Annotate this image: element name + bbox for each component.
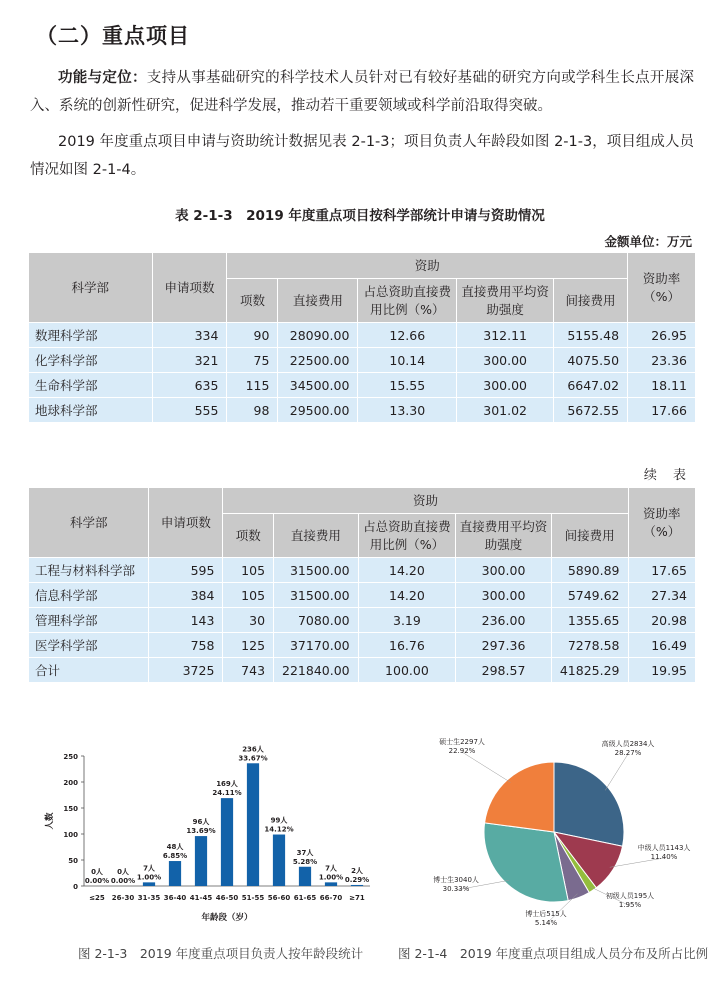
cell-indirect: 6647.02 [554,373,628,398]
intro-text: 支持从事基础研究的科学技术人员针对已有较好基础的研究方向或学科生长点开展深入、系统的创新性研究，促进科学发展，推动若干重要领域或科学前沿取得突破。 [30,70,695,114]
cell-direct: 22500.00 [278,348,358,373]
header-rate: 资助率（%） [628,253,696,323]
age-bar-chart [38,740,378,932]
header-count: 项数 [227,279,278,323]
x-axis-title: 年龄段（岁） [201,913,253,923]
cell-rate: 20.98 [628,608,695,633]
intro-lead: 功能与定位： [58,70,147,86]
bar-percent-label: 13.69% [186,827,216,836]
pie-percent-label: 11.40% [650,853,678,861]
cell-count: 115 [227,373,278,398]
x-tick-label: 26-30 [111,894,135,902]
bar [299,867,311,886]
cell-direct: 28090.00 [278,323,358,348]
bar-count-label: 7人 [325,864,337,873]
bar-count-label: 0人 [117,868,129,876]
header-direct: 直接费用 [274,514,359,558]
pie-percent-label: 28.27% [614,749,642,757]
pie-percent-label: 22.92% [448,747,476,755]
cell-avg: 312.11 [457,323,554,348]
bar-percent-label: 1.00% [136,873,162,882]
cell-applications: 635 [152,373,227,398]
cell-applications: 758 [149,633,223,658]
bar [195,836,207,886]
grant-table [28,252,696,423]
header-dept: 科学部 [29,488,149,558]
cell-count: 98 [227,398,278,423]
header-avg: 直接费用平均资助强度 [456,514,552,558]
x-tick-label: 66-70 [319,894,343,902]
cell-dept: 医学科学部 [29,633,149,658]
pie-label: 高级人员2834人 [601,740,655,748]
table-row [29,348,696,373]
leader-line [605,754,628,790]
x-tick-label: 61-65 [293,894,317,902]
cell-ratio: 14.20 [358,583,456,608]
table-caption: 表 2-1-3 2019 年度重点项目按科学部统计申请与资助情况 [175,208,545,224]
cell-applications: 3725 [149,658,223,683]
figure2-caption: 图 2-1-4 2019 年度重点项目组成人员分布及所占比例 [398,946,709,961]
table-row [29,323,696,348]
cell-indirect: 41825.29 [551,658,628,683]
cell-count: 743 [223,658,274,683]
x-tick-label: 31-35 [137,894,161,902]
table-row [29,398,696,423]
cell-avg: 300.00 [456,558,552,583]
bar-percent-label: 24.11% [212,789,242,798]
cell-rate: 17.66 [628,398,696,423]
cell-dept: 信息科学部 [29,583,149,608]
cell-avg: 300.00 [457,373,554,398]
bar [351,885,363,886]
bar-percent-label: 0.29% [344,875,370,884]
bar-percent-label: 14.12% [264,825,294,834]
header-ratio: 占总资助直接费用比例（%） [358,514,456,558]
intro-paragraph [30,64,694,120]
table-body [29,558,696,683]
table-body [29,323,696,423]
cell-avg: 298.57 [456,658,552,683]
cell-applications: 143 [149,608,223,633]
header-funded: 资助 [223,488,628,514]
x-tick-label: 51-55 [241,894,265,902]
staff-pie-chart [410,720,710,932]
x-tick-label: 46-50 [215,894,239,902]
table-row [29,583,696,608]
cell-ratio: 10.14 [358,348,457,373]
cell-dept: 合计 [29,658,149,683]
cell-rate: 18.11 [628,373,696,398]
cell-count: 90 [227,323,278,348]
y-tick-label: 50 [68,857,78,865]
cell-dept: 管理科学部 [29,608,149,633]
cell-indirect: 5890.89 [551,558,628,583]
pie-label: 博士后515人 [525,910,567,918]
bar-count-label: 99人 [270,816,288,825]
bar-count-label: 7人 [143,864,155,873]
bar [221,798,233,886]
bar [247,763,259,886]
pie-percent-label: 5.14% [534,919,558,927]
figure1-caption: 图 2-1-3 2019 年度重点项目负责人按年龄段统计 [78,946,364,961]
bar [325,882,337,886]
cell-direct: 37170.00 [274,633,359,658]
table-row [29,608,696,633]
amount-unit: 金额单位：万元 [604,234,692,249]
header-indirect: 间接费用 [551,514,628,558]
bar-percent-label: 0.00% [84,877,110,885]
bar-percent-label: 6.85% [162,852,188,861]
cell-avg: 236.00 [456,608,552,633]
table-row [29,373,696,398]
grant-table-continued [28,487,696,683]
cell-avg: 301.02 [457,398,554,423]
cell-applications: 334 [152,323,227,348]
x-tick-label: ≥71 [349,894,365,902]
pie-label: 博士生3040人 [433,876,479,884]
header-ratio: 占总资助直接费用比例（%） [358,279,457,323]
cell-rate: 17.65 [628,558,695,583]
bar-percent-label: 5.28% [292,857,318,866]
section-title: （二）重点项目 [36,24,190,48]
cell-ratio: 100.00 [358,658,456,683]
cell-count: 30 [223,608,274,633]
cell-direct: 29500.00 [278,398,358,423]
bar-percent-label: 0.00% [110,877,136,885]
bar-count-label: 169人 [216,780,238,789]
cell-dept: 化学科学部 [29,348,153,373]
header-direct: 直接费用 [278,279,358,323]
leader-line [462,752,510,782]
stats-paragraph: 2019 年度重点项目申请与资助统计数据见表 2-1-3；项目负责人年龄段如图 2-1-3，项目组成人员情况如图 2-1-4。 [30,134,694,178]
pie-label: 中级人员1143人 [637,844,691,852]
cell-ratio: 12.66 [358,323,457,348]
cell-avg: 297.36 [456,633,552,658]
cell-rate: 23.36 [628,348,696,373]
table-row [29,558,696,583]
pie-percent-label: 1.95% [618,901,642,909]
y-tick-label: 0 [73,883,78,891]
cell-rate: 26.95 [628,323,696,348]
cell-direct: 31500.00 [274,583,359,608]
cell-ratio: 14.20 [358,558,456,583]
bar [169,861,181,886]
x-tick-label: 41-45 [189,894,213,902]
table-row [29,633,696,658]
bar-percent-label: 1.00% [318,873,344,882]
cell-direct: 34500.00 [278,373,358,398]
x-tick-label: 36-40 [163,894,187,902]
y-tick-label: 250 [63,753,78,761]
cell-ratio: 3.19 [358,608,456,633]
cell-rate: 16.49 [628,633,695,658]
header-funded: 资助 [227,253,628,279]
cell-indirect: 1355.65 [551,608,628,633]
header-applications: 申请项数 [149,488,223,558]
bar-count-label: 0人 [91,868,103,876]
header-count: 项数 [223,514,274,558]
continued-label: 续 表 [643,468,692,483]
header-applications: 申请项数 [152,253,227,323]
header-avg: 直接费用平均资助强度 [457,279,554,323]
cell-ratio: 16.76 [358,633,456,658]
cell-rate: 19.95 [628,658,695,683]
cell-indirect: 4075.50 [554,348,628,373]
header-dept: 科学部 [29,253,153,323]
y-tick-label: 200 [63,779,78,787]
bar [143,882,155,886]
cell-count: 105 [223,583,274,608]
bar-percent-label: 33.67% [238,754,268,763]
cell-applications: 321 [152,348,227,373]
cell-dept: 数理科学部 [29,323,153,348]
y-axis-title: 人数 [45,812,55,830]
bar-count-label: 37人 [296,848,314,857]
x-tick-label: ≤25 [89,894,105,902]
bar-count-label: 2人 [351,866,363,875]
cell-applications: 595 [149,558,223,583]
cell-rate: 27.34 [628,583,695,608]
pie-label: 硕士生2297人 [439,738,485,746]
cell-direct: 31500.00 [274,558,359,583]
cell-indirect: 5155.48 [554,323,628,348]
pie-percent-label: 30.33% [442,885,470,893]
x-tick-label: 56-60 [267,894,291,902]
cell-indirect: 7278.58 [551,633,628,658]
bar-count-label: 96人 [192,818,210,827]
cell-dept: 地球科学部 [29,398,153,423]
cell-direct: 221840.00 [274,658,359,683]
cell-count: 75 [227,348,278,373]
cell-indirect: 5672.55 [554,398,628,423]
bar-count-label: 48人 [166,843,184,852]
cell-applications: 384 [149,583,223,608]
y-tick-label: 150 [63,805,78,813]
pie-slice [554,762,624,846]
header-indirect: 间接费用 [554,279,628,323]
cell-direct: 7080.00 [274,608,359,633]
cell-indirect: 5749.62 [551,583,628,608]
pie-label: 初级人员195人 [605,892,655,900]
bar-count-label: 236人 [242,745,264,754]
cell-dept: 工程与材料科学部 [29,558,149,583]
cell-avg: 300.00 [456,583,552,608]
table-row [29,658,696,683]
y-tick-label: 100 [63,831,78,839]
cell-applications: 555 [152,398,227,423]
cell-ratio: 13.30 [358,398,457,423]
cell-ratio: 15.55 [358,373,457,398]
cell-count: 125 [223,633,274,658]
cell-dept: 生命科学部 [29,373,153,398]
cell-count: 105 [223,558,274,583]
header-rate: 资助率（%） [628,488,695,558]
cell-avg: 300.00 [457,348,554,373]
bar [273,835,285,886]
